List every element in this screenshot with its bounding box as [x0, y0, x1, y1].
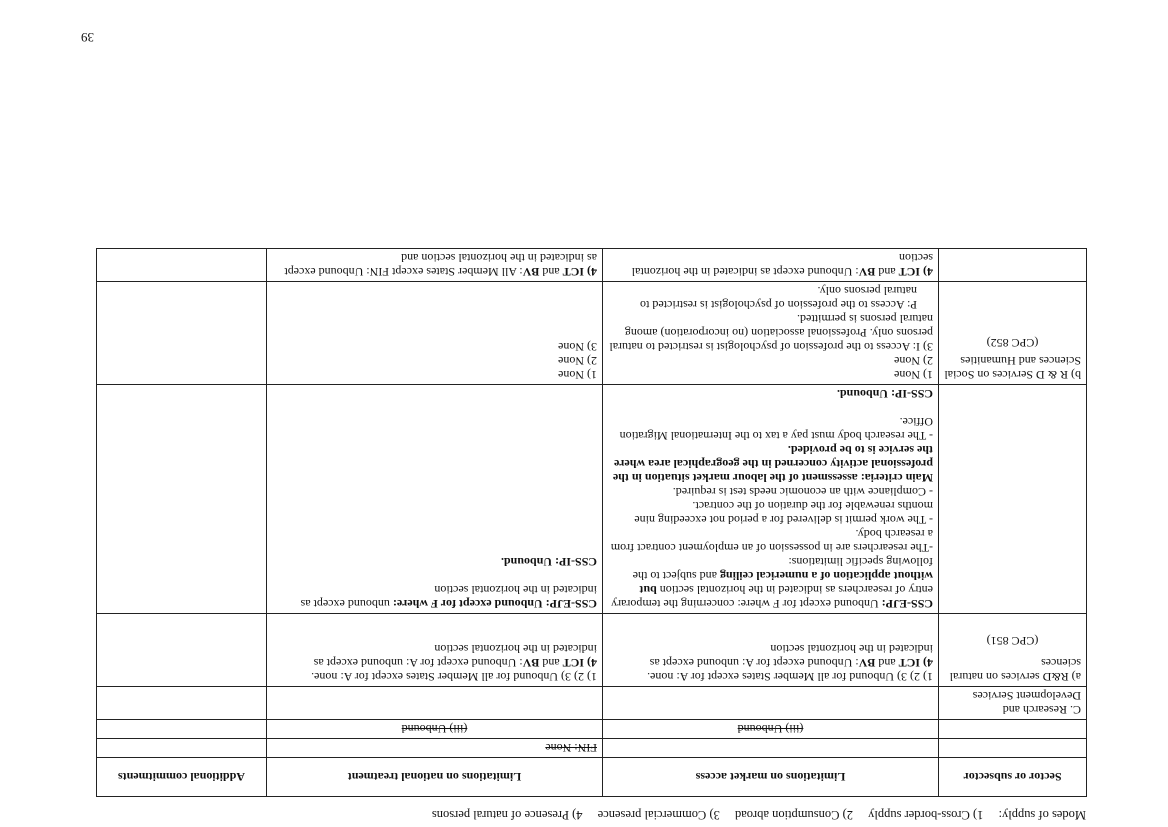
table-row-rd-social — [97, 282, 1087, 385]
modes-of-supply — [420, 807, 1086, 822]
a-nt-and: and — [539, 656, 563, 670]
b-ma-and: and — [875, 265, 899, 279]
b-nt-mode-2: 2) None — [558, 354, 597, 368]
ejp-ma-limit-1: -The researchers are in possession of an employment contract from a research body. — [610, 527, 933, 555]
table-row-rd-natural — [97, 614, 1087, 687]
a-nt-ict: 4) ICT — [562, 656, 597, 670]
ejp-nt-text — [272, 583, 597, 611]
ejp-nt-label: CSS-EJP: Unbound except for F where: — [392, 597, 597, 611]
a-ma-mode-4-rest: : Unbound except for A: unbound except as indicated in the horizontal section — [649, 642, 933, 670]
ejp-ma-limit-2: - The work permit is delivered for a period not exceeding nine months renewable for the duration of the contract. — [634, 499, 933, 527]
schedule-table — [96, 248, 1087, 797]
ejp-ma-limit-4: - The research body must pay a tax to the International Migration Office. — [619, 415, 933, 443]
mode-4: 4) Presence of natural persons — [431, 808, 583, 822]
a-nt-mode-4 — [272, 642, 597, 670]
table-row-css — [97, 385, 1087, 614]
unbound-ma-text: (iii) Unbound — [737, 722, 804, 736]
a-nt-bv: BV — [522, 656, 540, 670]
ip-ma-text: CSS-IP: Unbound. — [836, 387, 933, 401]
header-market-access: Limitations on market access — [603, 758, 939, 797]
a-ma-mode-4 — [608, 642, 933, 670]
b-ma-mode-1: 1) None — [894, 368, 933, 382]
b-ma-bv: BV — [858, 265, 876, 279]
header-row — [97, 758, 1087, 797]
b-nt-mode-3: 3) None — [558, 340, 597, 354]
ejp-ma-limit-3: - Compliance with an economic needs test is required. — [672, 485, 933, 499]
a-ma-modes-1-3: 1) 2) 3) Unbound for all Member States except for A: none. — [647, 670, 933, 684]
header-sector: Sector or subsector — [939, 758, 1087, 797]
ejp-ma-text-2: and subject to the following specific limitations: — [632, 555, 933, 583]
ejp-nt-rest: unbound except as indicated in the horizontal section — [300, 583, 597, 611]
b-ma-mode-3-p: P: Access to the profession of psychologist is restricted to natural persons only. — [640, 284, 917, 312]
b-nt-mode-1: 1) None — [558, 368, 597, 382]
a-sector-cpc: (CPC 851) — [986, 634, 1039, 648]
b-sector-name: b) R & D Services on Social Sciences and Humanities — [944, 354, 1081, 382]
header-national-treatment: Limitations on national treatment — [267, 758, 603, 797]
ip-nt-text: CSS-IP: Unbound. — [500, 555, 597, 569]
ejp-ma-label: CSS-EJP: — [881, 597, 933, 611]
unbound-nt-text: (iii) Unbound — [401, 722, 468, 736]
b-ma-mode-3: 3) I: Access to the profession of psychologist is restricted to natural persons only. Professional association (no incorporation) among natural persons is permitted. — [609, 312, 933, 354]
fin-none-text: FIN: None — [545, 741, 597, 755]
mode-3: 3) Commercial presence — [597, 808, 720, 822]
b-nt-and: and — [539, 265, 563, 279]
b-nt-mode-4 — [272, 251, 597, 279]
b-ma-mode-4 — [608, 251, 933, 279]
a-nt-modes-1-3: 1) 2) 3) Unbound for all Member States except for A: none. — [311, 670, 597, 684]
a-sector-name: a) R&D services on natural sciences — [949, 656, 1081, 684]
mode-2: 2) Consumption abroad — [734, 808, 853, 822]
table-row-section-c — [97, 687, 1087, 720]
section-c-title: C. Research and Development Services — [939, 687, 1087, 720]
b-ma-mode-2: 2) None — [894, 354, 933, 368]
page-number: 39 — [81, 30, 94, 45]
a-nt-mode-4-rest: : Unbound except for A: unbound except as indicated in the horizontal section — [313, 642, 597, 670]
b-nt-ict: 4) ICT — [562, 265, 597, 279]
ejp-ma-intro — [608, 555, 933, 611]
table-row — [97, 739, 1087, 758]
modes-label: Modes of supply: — [998, 808, 1086, 822]
a-ma-bv: BV — [858, 656, 876, 670]
b-sector-cpc: (CPC 852) — [986, 336, 1039, 350]
table-row-mode-4 — [97, 249, 1087, 282]
ejp-ma-text-1: Unbound except for F where: concerning the temporary entry of researchers as indicated in the horizontal section — [611, 583, 933, 611]
ejp-ma-main-criteria: Main criteria: assessment of the labour market situation in the professional activity concerned in the geographical area where the service is to be provided. — [612, 443, 933, 485]
mode-1: 1) Cross-border supply — [868, 808, 984, 822]
b-ma-mode-4-rest: : Unbound except as indicated in the horizontal section — [631, 251, 933, 279]
b-nt-bv: BV — [522, 265, 540, 279]
a-ma-and: and — [875, 656, 899, 670]
table-row — [97, 720, 1087, 739]
b-nt-mode-4-rest: : All Member States except FIN: Unbound except as indicated in the horizontal section and — [284, 251, 597, 279]
header-additional: Additional commitments — [97, 758, 267, 797]
ejp-ma-ceiling: but without application of a numerical ceiling — [639, 569, 933, 597]
b-ma-ict: 4) ICT — [898, 265, 933, 279]
a-ma-ict: 4) ICT — [898, 656, 933, 670]
